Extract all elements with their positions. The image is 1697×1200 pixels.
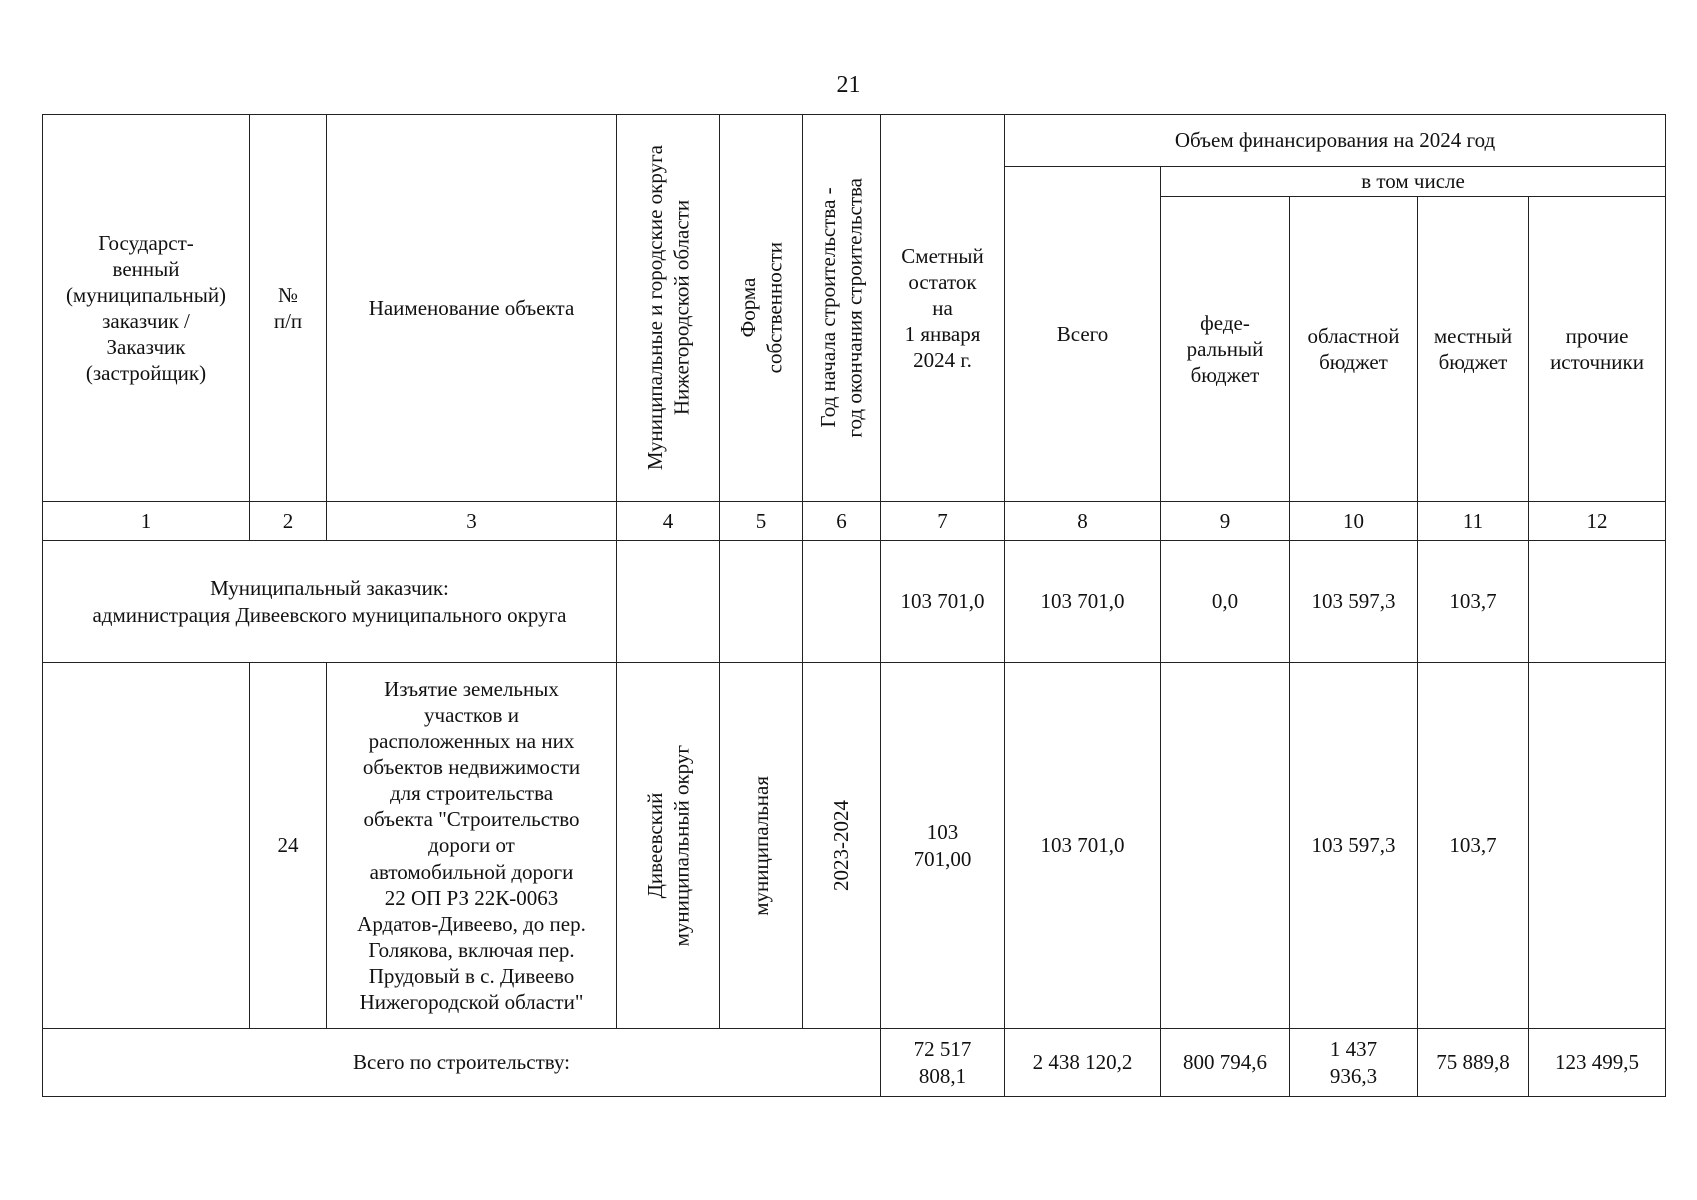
object-customer-cell	[43, 663, 250, 1029]
header-other: прочие источники	[1529, 197, 1666, 502]
object-federal	[1161, 663, 1290, 1029]
customer-estimate: 103 701,0	[881, 541, 1005, 663]
total-row	[43, 1029, 1666, 1097]
column-number: 8	[1005, 502, 1161, 541]
column-number: 9	[1161, 502, 1290, 541]
object-ownership	[720, 663, 803, 1029]
total-estimate: 72 517 808,1	[881, 1029, 1005, 1097]
header-years-text: Год начала строительства - год окончания строительства	[816, 178, 867, 438]
object-name: Изъятие земельных участков и расположенных на них объектов недвижимости для строительства объекта "Строительство дороги от автомобильной дороги 22 ОП РЗ 22К-0063 Ардатов-Дивеево, до пер. Голякова, включая пер. Прудовый в с. Дивеево Нижегородской области"	[327, 663, 617, 1029]
column-number-row	[43, 502, 1666, 541]
header-ownership	[720, 115, 803, 502]
object-years-text: 2023-2024	[829, 800, 854, 891]
header-number: № п/п	[250, 115, 327, 502]
column-number: 3	[327, 502, 617, 541]
object-regional: 103 597,3	[1290, 663, 1418, 1029]
customer-local: 103,7	[1418, 541, 1529, 663]
column-number: 4	[617, 502, 720, 541]
total-other: 123 499,5	[1529, 1029, 1666, 1097]
object-total: 103 701,0	[1005, 663, 1161, 1029]
object-district-text: Дивеевский муниципальный округ	[642, 744, 693, 947]
object-district	[617, 663, 720, 1029]
object-estimate: 103 701,00	[881, 663, 1005, 1029]
total-local: 75 889,8	[1418, 1029, 1529, 1097]
header-estimate-balance: Сметный остаток на 1 января 2024 г.	[881, 115, 1005, 502]
header-districts	[617, 115, 720, 502]
column-number: 7	[881, 502, 1005, 541]
header-districts-text: Муниципальные и городские округа Нижегородской области	[642, 145, 693, 471]
header-ownership-text: Форма собственности	[735, 242, 786, 374]
object-row	[43, 663, 1666, 1029]
column-number: 12	[1529, 502, 1666, 541]
customer-ownership-cell	[720, 541, 803, 663]
financing-table	[42, 114, 1666, 1097]
header-object-name: Наименование объекта	[327, 115, 617, 502]
header-including: в том числе	[1161, 167, 1666, 197]
column-number: 1	[43, 502, 250, 541]
customer-years-cell	[803, 541, 881, 663]
column-number: 10	[1290, 502, 1418, 541]
customer-regional: 103 597,3	[1290, 541, 1418, 663]
customer-federal: 0,0	[1161, 541, 1290, 663]
column-number: 11	[1418, 502, 1529, 541]
header-funding-title: Объем финансирования на 2024 год	[1005, 115, 1666, 167]
column-number: 5	[720, 502, 803, 541]
header-customer: Государст- венный (муниципальный) заказчик / Заказчик (застройщик)	[43, 115, 250, 502]
column-number: 6	[803, 502, 881, 541]
customer-district-cell	[617, 541, 720, 663]
header-regional: областной бюджет	[1290, 197, 1418, 502]
header-row-1	[43, 115, 1666, 167]
header-total: Всего	[1005, 167, 1161, 502]
customer-row	[43, 541, 1666, 663]
total-total: 2 438 120,2	[1005, 1029, 1161, 1097]
object-years	[803, 663, 881, 1029]
page-number: 21	[836, 72, 861, 98]
total-regional: 1 437 936,3	[1290, 1029, 1418, 1097]
object-ownership-text: муниципальная	[748, 775, 773, 916]
column-number: 2	[250, 502, 327, 541]
header-years	[803, 115, 881, 502]
object-other	[1529, 663, 1666, 1029]
object-number: 24	[250, 663, 327, 1029]
header-local: местный бюджет	[1418, 197, 1529, 502]
total-federal: 800 794,6	[1161, 1029, 1290, 1097]
customer-total: 103 701,0	[1005, 541, 1161, 663]
customer-other	[1529, 541, 1666, 663]
total-label: Всего по строительству:	[43, 1029, 881, 1097]
header-federal: феде- ральный бюджет	[1161, 197, 1290, 502]
customer-label: Муниципальный заказчик: администрация Дивеевского муниципального округа	[43, 541, 617, 663]
object-local: 103,7	[1418, 663, 1529, 1029]
